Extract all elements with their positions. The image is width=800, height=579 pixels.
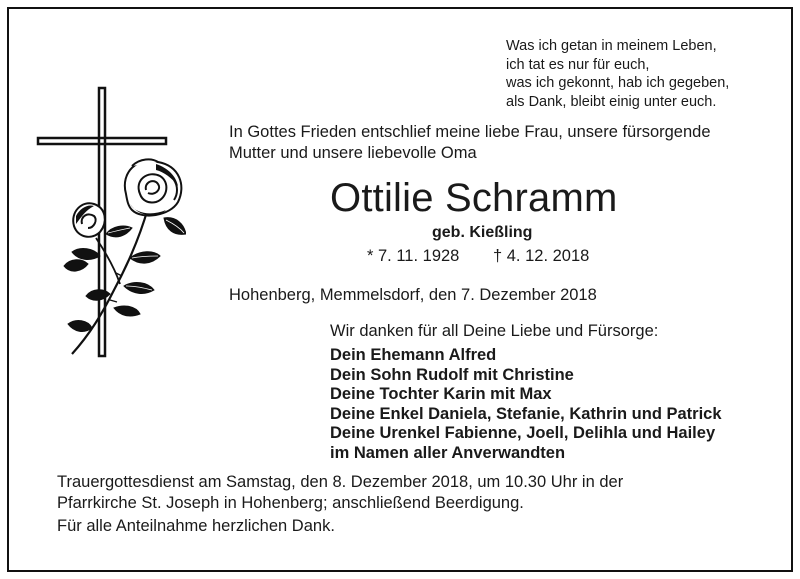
poem-line: was ich gekonnt, hab ich gegeben, <box>506 75 730 91</box>
poem-line: Was ich getan in meinem Leben, <box>506 38 717 54</box>
birth-date: * 7. 11. 1928 <box>367 247 460 265</box>
death-date: † 4. 12. 2018 <box>493 247 590 265</box>
mourner-line: Deine Enkel Daniela, Stefanie, Kathrin und Patrick <box>330 404 722 423</box>
mourners-list <box>330 346 722 463</box>
poem <box>506 37 729 111</box>
service-line: Pfarrkirche St. Joseph in Hohenberg; anschließend Beerdigung. <box>57 494 524 512</box>
intro-line: Mutter und unsere liebevolle Oma <box>229 144 477 162</box>
poem-line: als Dank, bleibt einig unter euch. <box>506 93 717 110</box>
funeral-service-info <box>57 472 623 514</box>
mourner-line: Deine Tochter Karin mit Max <box>330 385 552 403</box>
closing-thanks: Für alle Anteilnahme herzlichen Dank. <box>57 517 335 535</box>
mourner-line: Dein Sohn Rudolf mit Christine <box>330 365 574 384</box>
service-line: Trauergottesdienst am Samstag, den 8. Dezember 2018, um 10.30 Uhr in der <box>57 473 624 491</box>
deceased-name: Ottilie Schramm <box>330 176 618 220</box>
thanks-line: Wir danken für all Deine Liebe und Fürsorge: <box>330 322 659 340</box>
mourner-line: Dein Ehemann Alfred <box>330 346 497 364</box>
mourner-line: im Namen aller Anverwandten <box>330 443 566 462</box>
mourner-line: Deine Urenkel Fabienne, Joell, Delihla und Hailey <box>330 424 716 442</box>
intro-text <box>229 122 789 164</box>
poem-line: ich tat es nur für euch, <box>506 56 650 73</box>
maiden-name: geb. Kießling <box>432 224 533 241</box>
cross-with-rose-icon <box>36 86 186 362</box>
intro-line: In Gottes Frieden entschlief meine liebe Frau, unsere fürsorgende <box>229 123 711 141</box>
place-and-date: Hohenberg, Memmelsdorf, den 7. Dezember 2018 <box>229 286 597 304</box>
